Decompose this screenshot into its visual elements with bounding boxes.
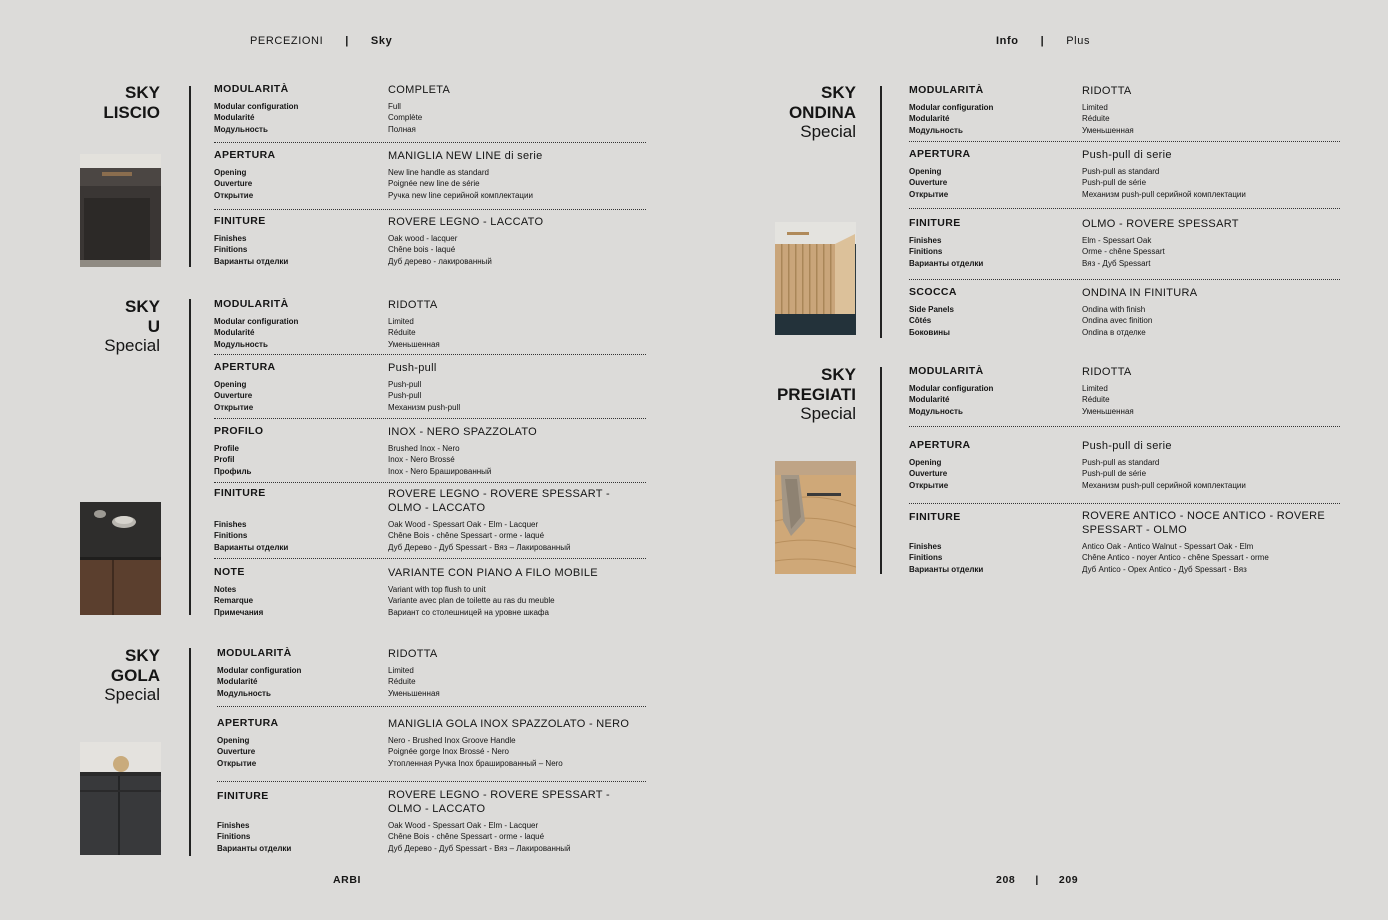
- translation-values: [388, 519, 571, 553]
- translation-label: Remarque: [214, 596, 254, 606]
- translation-labels: [217, 820, 291, 854]
- translation-label: Ouverture: [217, 747, 256, 757]
- spec-value: COMPLETA: [388, 84, 451, 96]
- spec-modularita: [909, 84, 1340, 142]
- translation-label: Варианты отделки: [214, 542, 289, 552]
- product-title: [736, 365, 856, 424]
- spec-modularita: [217, 647, 646, 707]
- translation-label: Finitions: [214, 245, 248, 255]
- translation-value: Inox - Nero Брашированный: [388, 466, 492, 476]
- translation-label: Ouverture: [214, 391, 253, 401]
- translation-value: Chêne Antico - noyer Antico - chêne Spessart - orme: [1082, 553, 1269, 563]
- header-separator: |: [1040, 35, 1045, 47]
- product-photo-pregiati: [775, 461, 856, 574]
- translation-values: [1082, 383, 1134, 417]
- translation-label: Профиль: [214, 466, 252, 476]
- translation-label: Profil: [214, 455, 235, 465]
- translation-value: Вяз - Дуб Spessart: [1082, 258, 1151, 268]
- translation-value: Ondina avec finition: [1082, 316, 1153, 326]
- footer-brand: [333, 874, 361, 886]
- translation-values: [388, 735, 563, 769]
- translation-label: Modularité: [214, 328, 255, 338]
- translation-value: Chêne Bois - chêne Spessart - orme - laqué: [388, 832, 545, 842]
- spec-apertura: [909, 439, 1340, 504]
- translation-label: Opening: [909, 458, 942, 467]
- translation-values: [1082, 541, 1269, 575]
- translation-label: Modularité: [909, 114, 950, 124]
- spec-value: VARIANTE CON PIANO A FILO MOBILE: [388, 567, 598, 579]
- translation-value: Chêne bois - laqué: [388, 245, 456, 255]
- translation-value: Ondina в отделке: [1082, 327, 1146, 337]
- spec-label: APERTURA: [217, 717, 279, 729]
- spec-label: MODULARITÀ: [909, 84, 984, 96]
- spec-value: ROVERE LEGNO - ROVERE SPESSART - OLMO - LACCATO: [388, 488, 610, 514]
- spec-label: MODULARITÀ: [214, 83, 289, 95]
- spec-value: ONDINA IN FINITURA: [1082, 287, 1198, 299]
- translation-values: [1082, 235, 1165, 269]
- translation-value: Orme - chêne Spessart: [1082, 247, 1165, 257]
- product-photo-liscio: [80, 154, 161, 267]
- translation-value: New line handle as standard: [388, 168, 489, 177]
- translation-values: [1082, 304, 1152, 338]
- translation-labels: [214, 316, 298, 350]
- translation-value: Brushed Inox - Nero: [388, 444, 460, 453]
- translation-value: Complète: [388, 113, 423, 123]
- spec-modularita: [214, 83, 646, 143]
- translation-labels: [214, 519, 288, 553]
- translation-value: Дуб Дерево - Дуб Spessart - Вяз – Лакированный: [388, 843, 571, 853]
- translation-value: Poignée new line de série: [388, 179, 480, 189]
- translation-labels: [909, 304, 954, 338]
- translation-value: Inox - Nero Brossé: [388, 455, 455, 465]
- page-number-right: 209: [1058, 874, 1079, 886]
- page-number-left: 208: [996, 874, 1016, 886]
- translation-label: Modularité: [217, 677, 258, 687]
- title-line: PREGIATI: [776, 384, 856, 404]
- title-line: SKY: [125, 646, 160, 665]
- translation-label: Finishes: [214, 520, 247, 529]
- spec-value: ROVERE LEGNO - ROVERE SPESSART - OLMO - LACCATO: [388, 789, 610, 815]
- spec-label: PROFILO: [214, 425, 264, 437]
- spec-label: FINITURE: [909, 217, 961, 229]
- translation-label: Côtés: [909, 316, 932, 326]
- spec-profilo: [214, 425, 646, 483]
- header-plus: Plus: [1066, 35, 1091, 47]
- translation-values: [388, 820, 571, 854]
- right-page: [694, 0, 1388, 920]
- spec-apertura: [217, 717, 646, 782]
- title-line: Special: [800, 122, 856, 141]
- translation-value: Push-pull: [388, 380, 422, 389]
- translation-label: Открытие: [909, 480, 949, 490]
- spec-label: FINITURE: [214, 487, 266, 499]
- translation-label: Opening: [217, 736, 250, 745]
- spec-finiture: [909, 217, 1340, 280]
- translation-value: Chêne Bois - chêne Spessart - orme - laqué: [388, 531, 545, 541]
- spec-value: Push-pull: [388, 362, 437, 374]
- spec-finiture: [217, 788, 646, 856]
- translation-label: Открытие: [909, 189, 949, 199]
- spec-finiture: [214, 487, 646, 559]
- translation-values: [388, 379, 460, 413]
- translation-values: [388, 443, 491, 477]
- translation-label: Profile: [214, 444, 239, 453]
- translation-value: Ручка new line серийной комплектации: [388, 190, 533, 200]
- running-header-left: [250, 35, 392, 47]
- spec-value: ROVERE ANTICO - NOCE ANTICO - ROVERE SPESSART - OLMO: [1082, 510, 1326, 536]
- translation-label: Варианты отделки: [909, 564, 984, 574]
- translation-value: Механизм push-pull: [388, 402, 461, 412]
- translation-value: Poignée gorge Inox Brossé - Nero: [388, 747, 509, 757]
- translation-value: Réduite: [388, 328, 416, 338]
- product-photo-gola: [80, 742, 161, 855]
- spec-modularita: [909, 365, 1340, 427]
- translation-value: Полная: [388, 124, 416, 134]
- title-line: ONDINA: [788, 102, 856, 122]
- spec-value: Push-pull di serie: [1082, 149, 1172, 161]
- translation-label: Finitions: [909, 247, 943, 257]
- translation-value: Механизм push-pull серийной комплектации: [1082, 480, 1246, 490]
- translation-value: Push-pull as standard: [1082, 167, 1160, 176]
- title-line: Special: [104, 336, 160, 355]
- translation-value: Уменьшенная: [1082, 406, 1134, 416]
- divider-line: [189, 648, 191, 856]
- translation-label: Finishes: [217, 821, 250, 830]
- translation-label: Finitions: [217, 832, 251, 842]
- product-photo-u: [80, 502, 161, 615]
- header-separator: |: [345, 35, 349, 47]
- translation-label: Modular configuration: [909, 384, 994, 393]
- translation-value: Push-pull as standard: [1082, 458, 1160, 467]
- translation-value: Oak wood - lacquer: [388, 234, 458, 243]
- translation-labels: [909, 383, 993, 417]
- spec-value: RIDOTTA: [388, 648, 438, 660]
- title-line: Special: [104, 685, 160, 704]
- product-title: [736, 83, 856, 142]
- translation-label: Opening: [214, 380, 247, 389]
- translation-labels: [909, 235, 983, 269]
- divider-line: [189, 299, 191, 615]
- spec-value: INOX - NERO SPAZZOLATO: [388, 426, 538, 438]
- translation-label: Finishes: [214, 234, 247, 243]
- translation-value: Push-pull: [388, 391, 422, 401]
- spec-value: OLMO - ROVERE SPESSART: [1082, 218, 1239, 230]
- spec-value: Push-pull di serie: [1082, 440, 1172, 452]
- header-section: PERCEZIONI: [250, 35, 324, 47]
- translation-label: Modular configuration: [214, 102, 299, 111]
- translation-labels: [909, 102, 993, 136]
- translation-value: Oak Wood - Spessart Oak - Elm - Lacquer: [388, 821, 539, 830]
- translation-labels: [214, 379, 253, 413]
- spec-scocca: [909, 286, 1340, 341]
- spec-label: NOTE: [214, 566, 245, 578]
- translation-labels: [909, 457, 948, 491]
- translation-values: [388, 584, 555, 618]
- translation-label: Modularité: [909, 395, 950, 405]
- spec-label: FINITURE: [217, 790, 269, 802]
- translation-label: Модульность: [909, 406, 963, 416]
- translation-label: Модульность: [214, 124, 268, 134]
- translation-label: Modular configuration: [217, 666, 302, 675]
- translation-value: Вариант со столешницей на уровне шкафа: [388, 607, 549, 617]
- translation-label: Side Panels: [909, 305, 954, 314]
- translation-value: Дуб Antico - Орех Antico - Дуб Spessart - Вяз: [1082, 564, 1247, 574]
- translation-label: Варианты отделки: [909, 258, 984, 268]
- translation-value: Réduite: [1082, 395, 1110, 405]
- translation-values: [388, 316, 440, 350]
- spec-value: ROVERE LEGNO - LACCATO: [388, 216, 544, 228]
- divider-line: [189, 86, 191, 267]
- translation-label: Модульность: [214, 339, 268, 349]
- translation-label: Открытие: [214, 190, 254, 200]
- translation-value: Limited: [388, 666, 414, 675]
- spec-value: RIDOTTA: [1082, 85, 1132, 97]
- translation-value: Утопленная Ручка Inox брашированный – Nero: [388, 758, 563, 768]
- spec-label: FINITURE: [214, 215, 266, 227]
- spec-text: ARBI: [333, 874, 362, 886]
- spec-label: SCOCCA: [909, 286, 957, 298]
- translation-labels: [214, 584, 263, 618]
- translation-value: Дуб дерево - лакированный: [388, 256, 492, 266]
- running-header-right: [996, 35, 1090, 47]
- translation-label: Finitions: [214, 531, 248, 541]
- translation-labels: [214, 443, 251, 477]
- header-collection: Sky: [370, 35, 393, 47]
- translation-label: Finitions: [909, 553, 943, 563]
- footer-page-numbers: [996, 874, 1078, 886]
- translation-label: Finishes: [909, 542, 942, 551]
- title-line: SKY: [125, 297, 160, 316]
- spec-value: MANIGLIA NEW LINE di serie: [388, 150, 543, 162]
- translation-label: Варианты отделки: [217, 843, 292, 853]
- translation-values: [388, 665, 440, 699]
- translation-value: Push-pull de série: [1082, 178, 1147, 188]
- translation-label: Modularité: [214, 113, 255, 123]
- translation-label: Боковины: [909, 327, 950, 337]
- title-line: Special: [800, 404, 856, 423]
- translation-value: Ondina with finish: [1082, 305, 1146, 314]
- spec-apertura: [214, 149, 646, 210]
- translation-label: Варианты отделки: [214, 256, 289, 266]
- translation-label: Finishes: [909, 236, 942, 245]
- translation-value: Limited: [1082, 384, 1108, 393]
- divider-line: [880, 367, 882, 574]
- translation-labels: [909, 541, 983, 575]
- translation-value: Réduite: [388, 677, 416, 687]
- translation-labels: [214, 167, 253, 201]
- translation-value: Elm - Spessart Oak: [1082, 236, 1152, 245]
- translation-label: Ouverture: [214, 179, 253, 189]
- translation-values: [388, 101, 422, 135]
- translation-value: Механизм push-pull серийной комплектации: [1082, 189, 1246, 199]
- translation-label: Открытие: [217, 758, 257, 768]
- translation-value: Уменьшенная: [388, 339, 440, 349]
- spec-value: MANIGLIA GOLA INOX SPAZZOLATO - NERO: [388, 718, 630, 730]
- spec-label: FINITURE: [909, 511, 961, 523]
- spec-finiture: [214, 215, 646, 270]
- title-line: U: [147, 316, 160, 336]
- product-title: [40, 83, 160, 122]
- translation-values: [1082, 166, 1246, 200]
- spec-value: RIDOTTA: [1082, 366, 1132, 378]
- spec-label: APERTURA: [909, 148, 971, 160]
- translation-value: Variant with top flush to unit: [388, 585, 486, 594]
- spec-apertura: [909, 148, 1340, 209]
- title-line: SKY: [821, 365, 856, 384]
- translation-label: Notes: [214, 585, 237, 594]
- spec-label: APERTURA: [214, 361, 276, 373]
- product-title: [40, 297, 160, 356]
- translation-values: [1082, 457, 1246, 491]
- spec-label: MODULARITÀ: [217, 647, 292, 659]
- translation-values: [388, 167, 533, 201]
- spec-modularita: [214, 298, 646, 355]
- translation-labels: [217, 735, 256, 769]
- translation-value: Nero - Brushed Inox Groove Handle: [388, 736, 516, 745]
- title-line: SKY: [821, 83, 856, 102]
- product-photo-ondina: [775, 222, 856, 335]
- translation-value: Дуб Дерево - Дуб Spessart - Вяз – Лакированный: [388, 542, 571, 552]
- title-line: SKY: [125, 83, 160, 102]
- spec-apertura: [214, 361, 646, 419]
- translation-label: Modular configuration: [909, 103, 994, 112]
- spec-value: RIDOTTA: [388, 299, 438, 311]
- spec-label: APERTURA: [214, 149, 276, 161]
- spec-note: [214, 566, 646, 621]
- translation-labels: [217, 665, 301, 699]
- translation-value: Limited: [1082, 103, 1108, 112]
- spec-label: MODULARITÀ: [214, 298, 289, 310]
- translation-label: Opening: [909, 167, 942, 176]
- translation-value: Full: [388, 102, 401, 111]
- spec-finiture: [909, 509, 1340, 577]
- translation-value: Oak Wood - Spessart Oak - Elm - Lacquer: [388, 520, 539, 529]
- spec-label: APERTURA: [909, 439, 971, 451]
- translation-label: Модульность: [909, 125, 963, 135]
- divider-line: [880, 86, 882, 338]
- translation-labels: [214, 233, 288, 267]
- translation-value: Variante avec plan de toilette au ras du meuble: [388, 596, 555, 606]
- translation-value: Уменьшенная: [388, 688, 440, 698]
- translation-values: [1082, 102, 1134, 136]
- spec-label: MODULARITÀ: [909, 365, 984, 377]
- translation-label: Открытие: [214, 402, 254, 412]
- translation-label: Ouverture: [909, 469, 948, 479]
- title-line: GOLA: [110, 665, 160, 685]
- translation-value: Уменьшенная: [1082, 125, 1134, 135]
- header-info: Info: [996, 35, 1019, 47]
- translation-labels: [214, 101, 298, 135]
- translation-label: Modular configuration: [214, 317, 299, 326]
- translation-value: Limited: [388, 317, 414, 326]
- translation-label: Примечания: [214, 607, 264, 617]
- translation-label: Ouverture: [909, 178, 948, 188]
- translation-value: Antico Oak - Antico Walnut - Spessart Oak - Elm: [1082, 542, 1254, 551]
- product-title: [40, 646, 160, 705]
- translation-value: Réduite: [1082, 114, 1110, 124]
- translation-label: Opening: [214, 168, 247, 177]
- footer-separator: |: [1035, 874, 1039, 886]
- translation-labels: [909, 166, 948, 200]
- translation-value: Push-pull de série: [1082, 469, 1147, 479]
- title-line: LISCIO: [103, 102, 160, 122]
- translation-values: [388, 233, 492, 267]
- translation-label: Модульность: [217, 688, 271, 698]
